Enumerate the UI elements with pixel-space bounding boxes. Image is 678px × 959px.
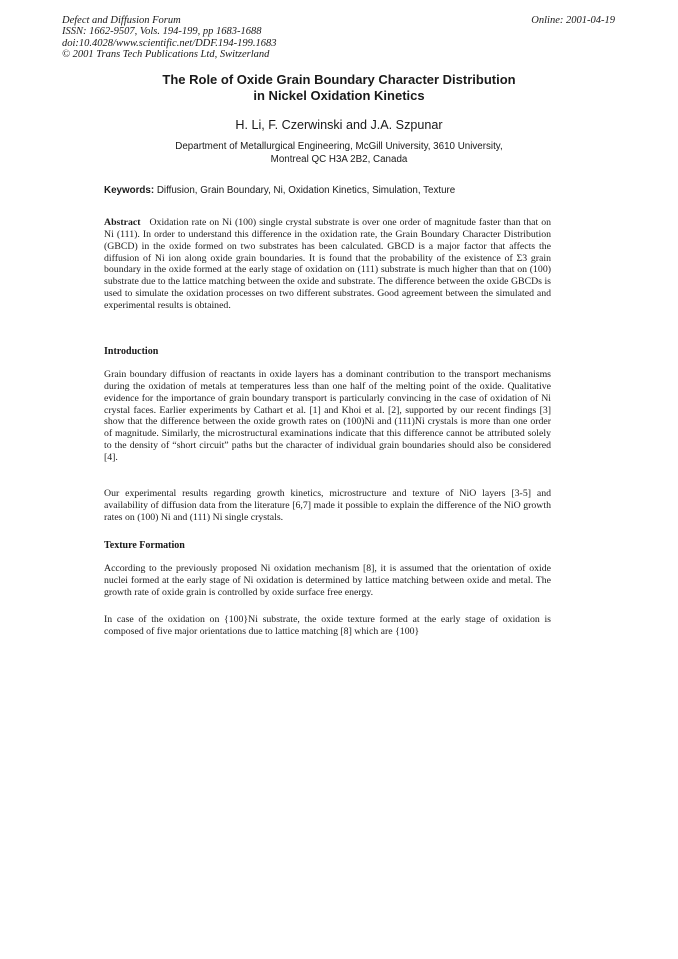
journal-name: Defect and Diffusion Forum (62, 15, 181, 26)
keywords-label: Keywords: (104, 185, 155, 196)
affiliation-line-2: Montreal QC H3A 2B2, Canada (270, 153, 408, 165)
abstract-label: Abstract (104, 217, 141, 228)
texture-paragraph-1: According to the previously proposed Ni oxidation mechanism [8], it is assumed that the orientation of oxide nuclei formed at the early stage of Ni oxidation is determined by lattice matching between oxide and metal. The growth rate of oxide grain is controlled by oxide surface free energy. (104, 563, 551, 598)
introduction-paragraph-2: Our experimental results regarding growth kinetics, microstructure and texture of NiO layers [3-5] and availability of diffusion data from the literature [6,7] made it possible to explain the difference of the NiO growth rates on (100) Ni and (111) Ni single crystals. (104, 488, 551, 523)
keywords-text: Diffusion, Grain Boundary, Ni, Oxidation Kinetics, Simulation, Texture (156, 185, 456, 196)
affiliation-line-1: Department of Metallurgical Engineering, McGill University, 3610 University, (175, 141, 503, 152)
keywords (104, 185, 455, 197)
author-list: H. Li, F. Czerwinski and J.A. Szpunar (235, 118, 443, 132)
abstract-text: Oxidation rate on Ni (100) single crystal substrate is over one order of magnitude faster than that on Ni (111). In order to understand this difference in the oxidation rate, the Grain Boundary Character Distribution (GBCD) in the oxide formed on two substrates has been calculated. GBCD is a major factor that affects the diffusion of Ni ion along oxide grain boundaries. It is found that the probability of the existence of Σ3 grain boundary in the oxide formed at the early stage of oxidation on (111) substrate is much higher than that on (100) substrate due to the lattice matching between the oxide and substrate. The difference between the oxide GBCDs is used to simulate the oxidation processes on two different substrates. Good agreement between the simulated and experimental results is obtained. (104, 217, 551, 311)
issn-line: ISSN: 1662-9507, Vols. 194-199, pp 1683-1688 (62, 26, 262, 38)
title-line-2: in Nickel Oxidation Kinetics (253, 87, 425, 103)
copyright-line: © 2001 Trans Tech Publications Ltd, Switzerland (62, 48, 270, 60)
texture-paragraph-2: In case of the oxidation on {100}Ni substrate, the oxide texture formed at the early stage of oxidation is composed of five major orientations due to lattice matching [8] which are {100} (104, 614, 551, 637)
online-date: Online: 2001-04-19 (531, 15, 615, 26)
section-heading-introduction: Introduction (104, 346, 159, 357)
abstract (104, 217, 551, 312)
section-heading-texture-formation: Texture Formation (104, 540, 185, 551)
affiliation (0, 141, 678, 166)
paper-title (0, 72, 678, 103)
title-line-1: The Role of Oxide Grain Boundary Character Distribution (162, 72, 516, 87)
introduction-paragraph-1: Grain boundary diffusion of reactants in oxide layers has a dominant contribution to the transport mechanisms during the oxidation of metals at temperatures less than one half of the melting point of the oxide. Qualitative evidence for the importance of grain boundary transport is particularly convincing in the case of oxidation of Ni crystal faces. Earlier experiments by Cathart et al. [1] and Khoi et al. [2], supported by our recent findings [3] show that the difference between the oxide growth rates on (100)Ni and (111)Ni crystals is more than one order of magnitude. Similarly, the microstructural examinations indicate that this difference cannot be attributed solely to the density of “short circuit” paths but the character of individual grain boundaries should also be considered [4]. (104, 369, 551, 463)
doi-line: doi:10.4028/www.scientific.net/DDF.194-199.1683 (62, 37, 277, 49)
journal-header (62, 15, 277, 60)
